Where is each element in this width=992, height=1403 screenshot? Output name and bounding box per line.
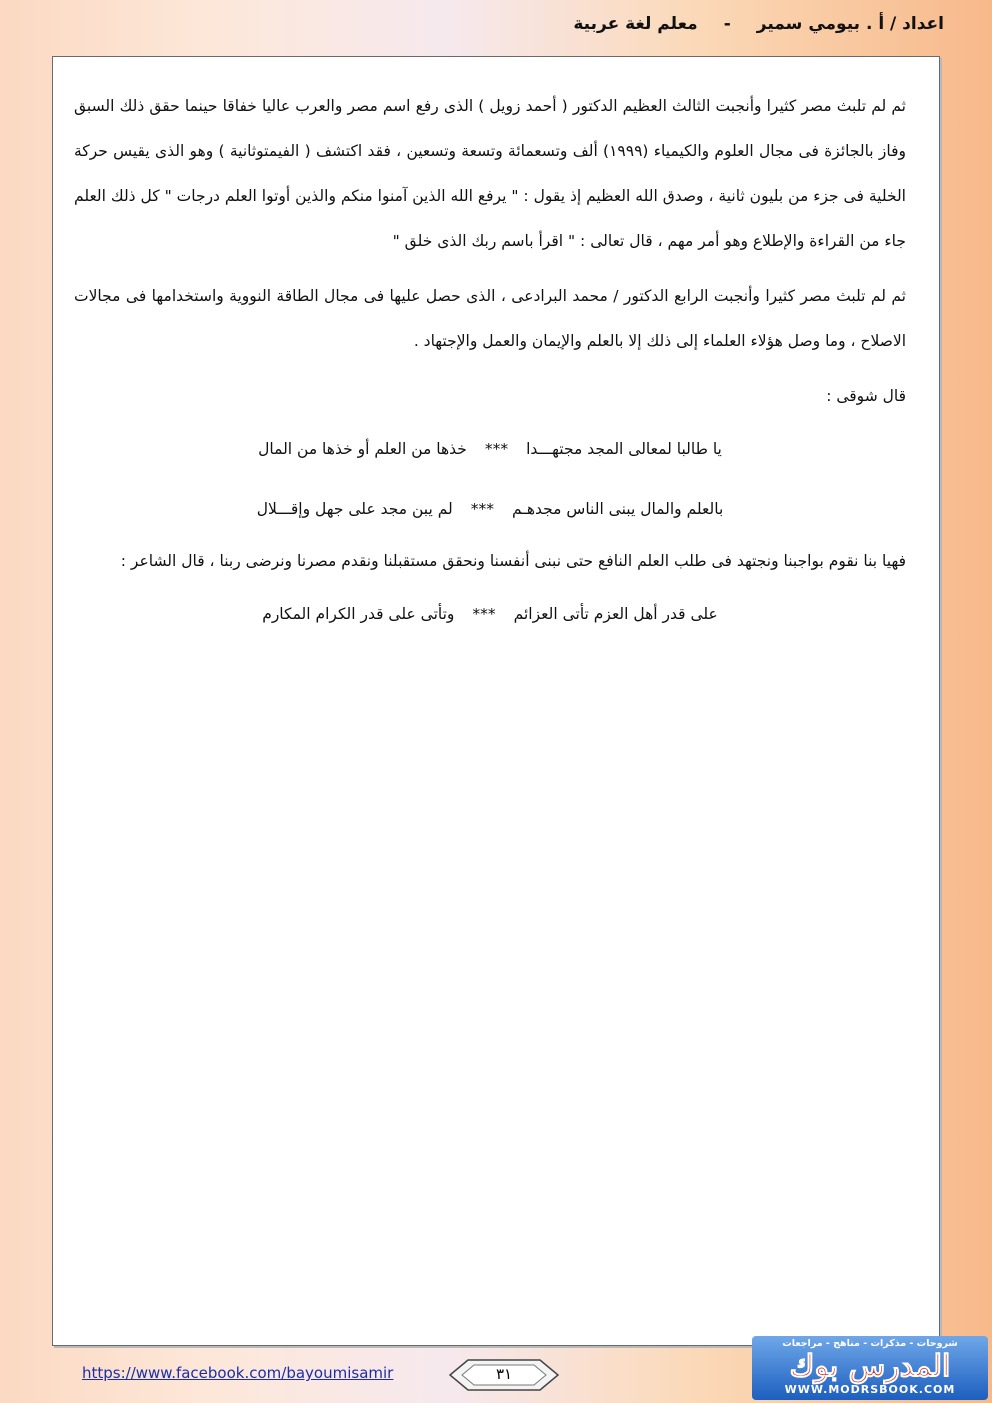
poem-line [74, 491, 906, 527]
poem-line [74, 431, 906, 467]
site-logo [752, 1336, 988, 1400]
logo-url: WWW.MODRSBOOK.COM [784, 1383, 956, 1396]
header-author: اعداد / أ . بيومي سمير [756, 14, 944, 34]
poem-separator: *** [484, 440, 509, 458]
poem-second-hemistich: لم يبن مجد على جهل وإقـــلال [256, 500, 453, 518]
poem-separator: *** [472, 605, 496, 623]
poem-second-hemistich: خذها من العلم أو خذها من المال [258, 440, 467, 458]
poem-first-hemistich: بالعلم والمال يبنى الناس مجدهـم [512, 500, 724, 518]
poem-line [74, 596, 906, 632]
page-number: ٣١ [495, 1365, 513, 1383]
poem-separator: *** [470, 500, 494, 518]
logo-name: المدرس بوك [789, 1349, 951, 1384]
header-separator: - [723, 14, 731, 34]
paragraph-closing: فهيا بنا نقوم بواجبنا ونجتهد فى طلب العلم النافع حتى نبنى أنفسنا ونحقق مستقبلنا ونقدم مصرنا ونرضى ربنا ، قال الشاعر : [120, 552, 906, 570]
header-text [573, 14, 944, 34]
poem-shawqi [74, 431, 906, 527]
poem-first-hemistich: على قدر أهل العزم تأتى العزائم [513, 605, 718, 623]
paragraph-zewail: ثم لم تلبث مصر كثيرا وأنجبت الثالث العظيم الدكتور ( أحمد زويل ) الذى رفع اسم مصر والعرب عاليا خفاقا حينما حقق ذلك السبق وفاز بالجائزة فى مجال العلوم والكيمياء (١٩٩٩) ألف وتسعمائة وتسعة وتسعين ، فقد اكتشف ( الفيمتوثانية ) وهو الذى يقيس حركة الخلية فى جزء من بليون ثانية ، وصدق الله العظيم إذ يقول : " يرفع الله الذين آمنوا منكم والذين أوتوا العلم درجات " كل ذلك العلم جاء من القراءة والإطلاع وهو أمر مهم ، قال تعالى : " اقرأ باسم ربك الذى خلق " [74, 97, 906, 250]
paragraph-shawqi-intro: قال شوقى : [826, 387, 906, 405]
poem-closing [74, 596, 906, 632]
page-number-badge [448, 1358, 560, 1392]
logo-tagline: شروحات - مذكرات - مناهج - مراجعات [782, 1338, 958, 1349]
header-role: معلم لغة عربية [573, 14, 698, 34]
paragraph-elbaradei: ثم لم تلبث مصر كثيرا وأنجبت الرابع الدكتور / محمد البرادعى ، الذى حصل عليها فى مجال الطاقة النووية واستخدامها فى مجالات الاصلاح ، وما وصل هؤلاء العلماء إلى ذلك إلا بالعلم والإيمان والعمل والإجتهاد . [74, 287, 906, 350]
facebook-link[interactable]: https://www.facebook.com/bayoumisamir [82, 1364, 394, 1382]
poem-second-hemistich: وتأتى على قدر الكرام المكارم [262, 605, 455, 623]
page-header [0, 0, 992, 52]
poem-first-hemistich: يا طالبا لمعالى المجد مجتهـــدا [526, 440, 722, 458]
document-content [74, 84, 906, 644]
